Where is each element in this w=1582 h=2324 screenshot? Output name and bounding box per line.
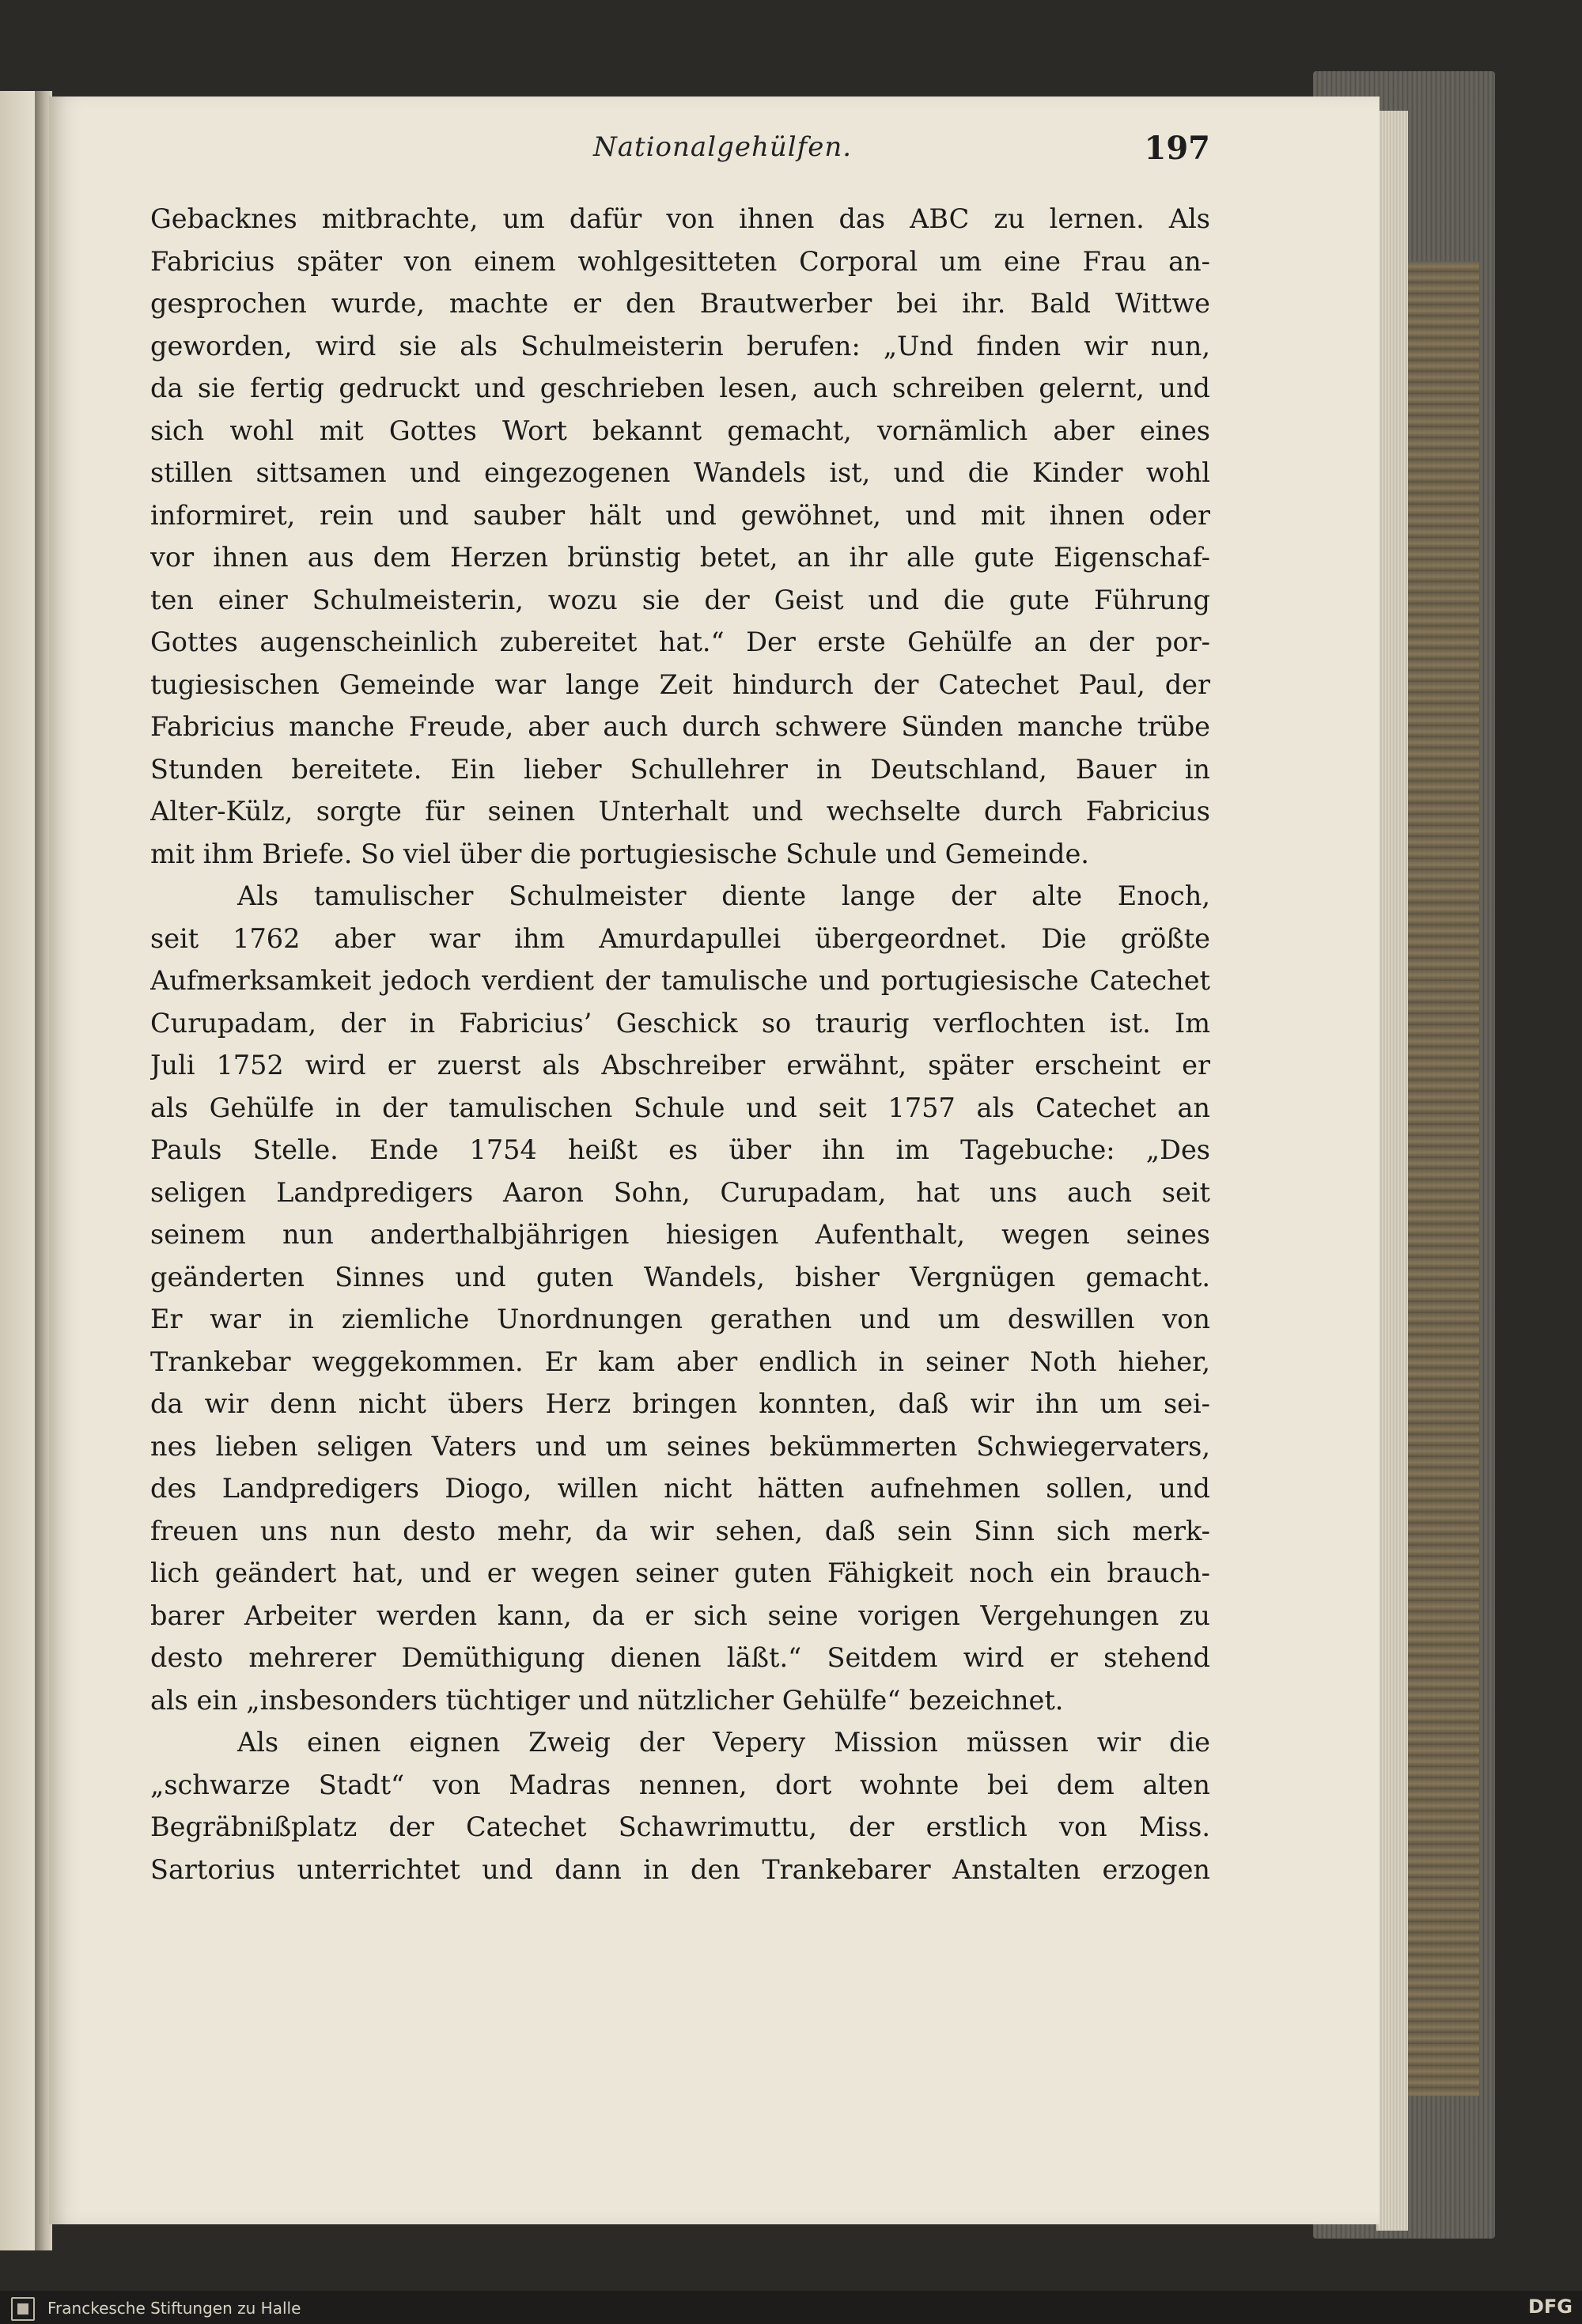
text-line: Juli 1752 wird er zuerst als Abschreiber erwähnt, später erscheint er — [150, 1050, 1210, 1081]
text-line: Pauls Stelle. Ende 1754 heißt es über ihn im Tagebuche: „Des — [150, 1134, 1210, 1165]
text-line: Curupadam, der in Fabricius’ Geschick so traurig verflochten ist. Im — [150, 1007, 1210, 1039]
text-line: sich wohl mit Gottes Wort bekannt gemacht, vornämlich aber eines — [150, 414, 1210, 446]
text-line: Stunden bereitete. Ein lieber Schullehrer in Deutschland, Bauer in — [150, 753, 1210, 785]
text-line: stillen sittsamen und eingezogenen Wandels ist, und die Kinder wohl — [150, 457, 1210, 488]
text-line: als Gehülfe in der tamulischen Schule und seit 1757 als Catechet an — [150, 1092, 1210, 1123]
text-line: Fabricius später von einem wohlgesitteten Corporal um eine Frau an- — [150, 245, 1210, 277]
text-line: desto mehrerer Demüthigung dienen läßt.“ Seitdem wird er stehend — [150, 1642, 1210, 1673]
text-line: Begräbnißplatz der Catechet Schawrimuttu, der erstlich von Miss. — [150, 1811, 1210, 1842]
page-stack-edge — [1376, 111, 1408, 2231]
text-line: als ein „insbesonders tüchtiger und nützlicher Gehülfe“ bezeichnet. — [150, 1684, 1064, 1716]
text-line: seit 1762 aber war ihm Amurdapullei übergeordnet. Die größte — [150, 922, 1210, 954]
text-line: informiret, rein und sauber hält und gewöhnet, und mit ihnen oder — [150, 499, 1210, 531]
text-line: da sie fertig gedruckt und geschrieben lesen, auch schreiben gelernt, und — [150, 373, 1210, 403]
paragraph-start: Als einen eignen Zweig der Vepery Mission müssen wir die — [237, 1727, 1210, 1758]
text-line: nes lieben seligen Vaters und um seines bekümmerten Schwiegervaters, — [150, 1430, 1210, 1462]
text-line: ten einer Schulmeisterin, wozu sie der Geist und die gute Führung — [150, 584, 1210, 615]
text-line: geänderten Sinnes und guten Wandels, bisher Vergnügen gemacht. — [150, 1261, 1210, 1293]
institution-name: Franckesche Stiftungen zu Halle — [47, 2299, 301, 2318]
text-line: Sartorius unterrichtet und dann in den Trankebarer Anstalten erzogen — [150, 1853, 1210, 1885]
cover-marbled-edge — [1404, 261, 1479, 2096]
text-line: Trankebar weggekommen. Er kam aber endlich in seiner Noth hieher, — [150, 1346, 1210, 1377]
running-title: Nationalgehülfen. — [593, 131, 853, 163]
text-line: des Landpredigers Diogo, willen nicht hätten aufnehmen sollen, und — [150, 1473, 1210, 1504]
text-line: lich geändert hat, und er wegen seiner guten Fähigkeit noch ein brauch- — [150, 1558, 1210, 1588]
text-line: gesprochen wurde, machte er den Brautwerber bei ihr. Bald Wittwe — [150, 288, 1210, 319]
institution-logo-icon — [11, 2297, 35, 2321]
text-line: seinem nun anderthalbjährigen hiesigen Aufenthalt, wegen seines — [150, 1219, 1210, 1250]
text-line: Aufmerksamkeit jedoch verdient der tamulische und portugiesische Catechet — [150, 965, 1210, 996]
text-line: tugiesischen Gemeinde war lange Zeit hindurch der Catechet Paul, der — [150, 668, 1210, 700]
body-text — [150, 198, 1210, 1891]
text-line: Fabricius manche Freude, aber auch durch schwere Sünden manche trübe — [150, 711, 1210, 742]
paragraph-start: Als tamulischer Schulmeister diente lange der alte Enoch, — [237, 880, 1210, 911]
funder-logo: DFG — [1527, 2296, 1573, 2318]
text-line: mit ihm Briefe. So viel über die portugiesische Schule und Gemeinde. — [150, 838, 1089, 869]
text-line: seligen Landpredigers Aaron Sohn, Curupadam, hat uns auch seit — [150, 1176, 1210, 1208]
previous-page-edge — [0, 91, 38, 2250]
text-line: vor ihnen aus dem Herzen brünstig betet, an ihr alle gute Eigenschaf- — [150, 542, 1210, 573]
viewer-footer — [0, 2291, 1582, 2324]
text-line: Gottes augenscheinlich zubereitet hat.“ Der erste Gehülfe an der por- — [150, 626, 1210, 657]
text-line: Gebacknes mitbrachte, um dafür von ihnen das ABC zu lernen. Als — [150, 203, 1210, 234]
text-line: „schwarze Stadt“ von Madras nennen, dort wohnte bei dem alten — [150, 1769, 1210, 1800]
page-number: 197 — [1144, 130, 1210, 167]
text-line: freuen uns nun desto mehr, da wir sehen, daß sein Sinn sich merk- — [150, 1515, 1210, 1546]
text-line: Alter-Külz, sorgte für seinen Unterhalt und wechselte durch Fabricius — [150, 796, 1210, 827]
text-line: da wir denn nicht übers Herz bringen konnten, daß wir ihn um sei- — [150, 1388, 1210, 1419]
text-line: Er war in ziemliche Unordnungen gerathen und um deswillen von — [150, 1304, 1210, 1334]
text-line: geworden, wird sie als Schulmeisterin berufen: „Und finden wir nun, — [150, 330, 1210, 361]
page-header — [150, 130, 1210, 185]
text-line: barer Arbeiter werden kann, da er sich seine vorigen Vergehungen zu — [150, 1599, 1210, 1631]
